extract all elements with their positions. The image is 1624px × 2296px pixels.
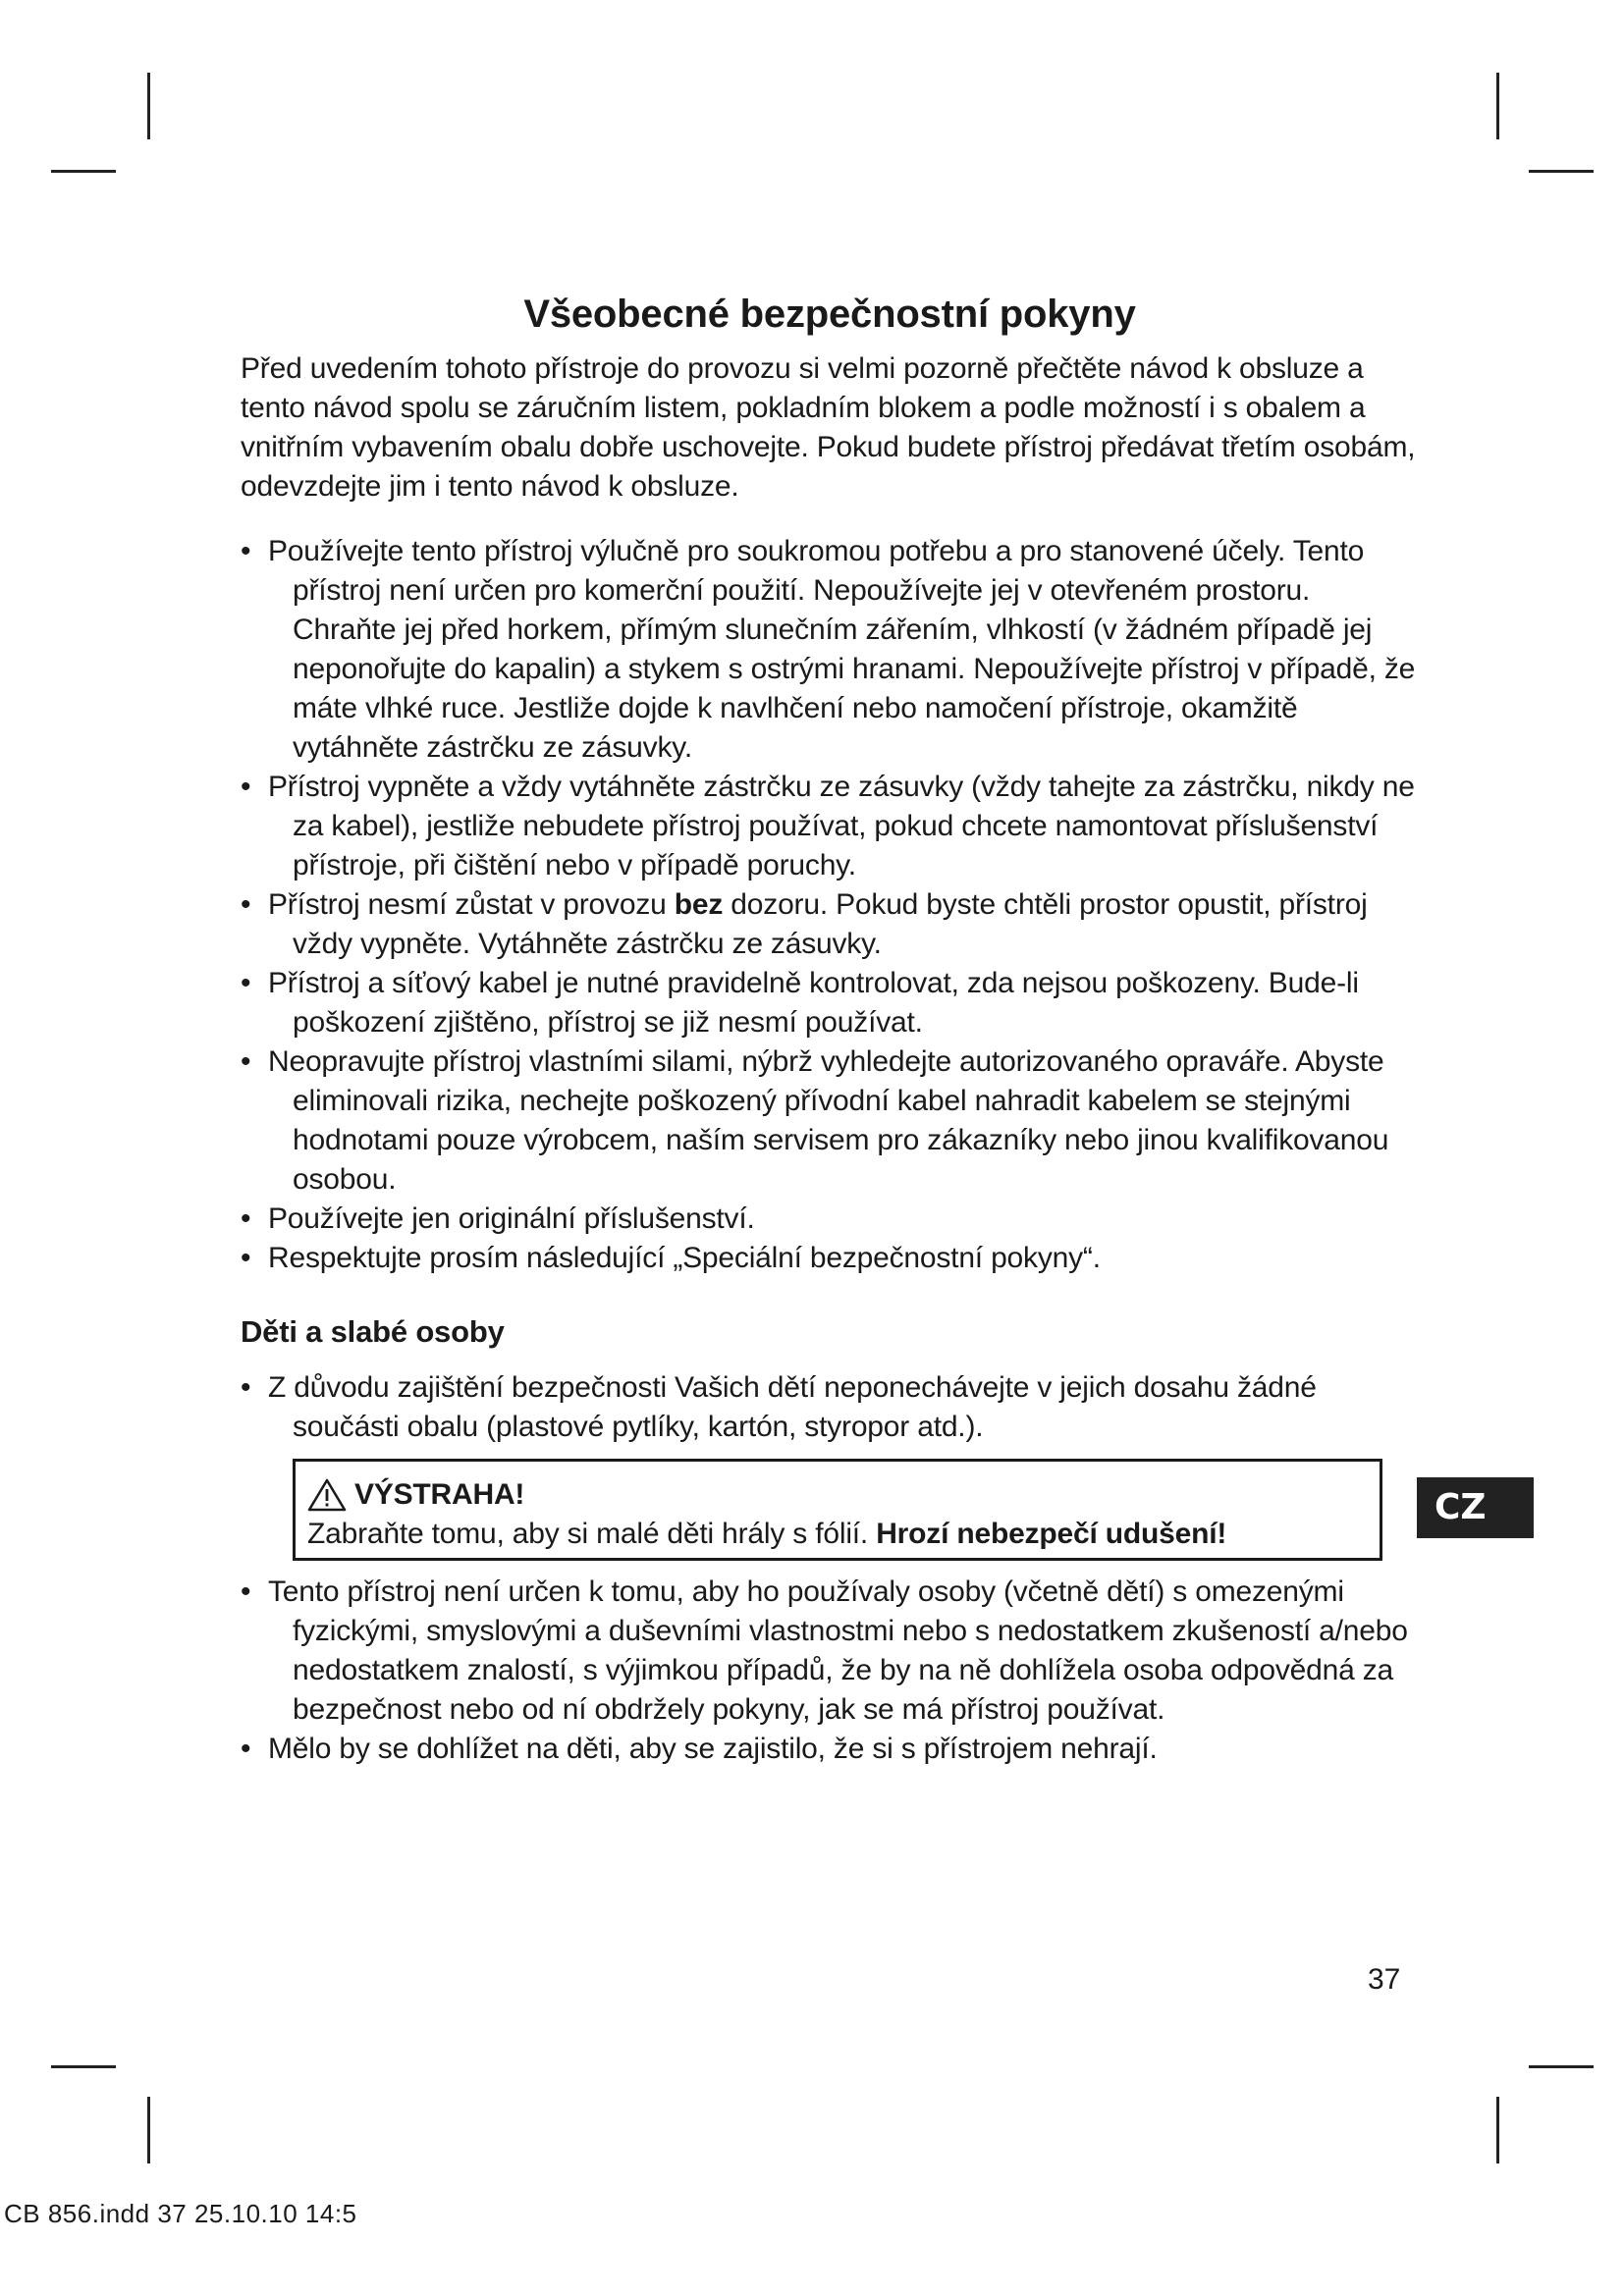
print-footer: CB 856.indd 37 25.10.10 14:5 (4, 2199, 357, 2228)
warning-triangle-icon (307, 1478, 347, 1512)
intro-paragraph: Před uvedením tohoto přístroje do provozu si velmi pozorně přečtěte návod k obsluze a tento návod spolu se záručním listem, pokladním blokem a podle možností i s obalem a vnitřním vybavením obalu dobře uschovejte. Pokud budete přístroj předávat třetím osobám, odevzdejte jim i tento návod k obsluze. (241, 352, 1416, 503)
list-item: • Z důvodu zajištění bezpečnosti Vašich dětí neponechávejte v jejich dosahu žádné součásti obalu (plastové pytlíky, kartón, styropor atd.). (241, 1368, 1419, 1447)
list-item: • Tento přístroj není určen k tomu, aby ho používaly osoby (včetně dětí) s omezenými fyzickými, smyslovými a duševními vlastnostmi nebo s nedostatkem zkušeností a/nebo nedostatkem znalostí, s výjimkou případů, že by na ně dohlížela osoba odpovědná za bezpečnost nebo od ní obdržely pokyny, jak se má přístroj používat. (241, 1573, 1419, 1730)
crop-mark (1496, 73, 1499, 139)
language-tab: CZ (1417, 1477, 1534, 1538)
warning-text (307, 1515, 1370, 1554)
safety-list (241, 532, 1419, 1278)
list-item: • Používejte jen originální příslušenství. (241, 1200, 1419, 1239)
list-item: • Mělo by se dohlížet na děti, aby se zajistilo, že si s přístrojem nehrají. (241, 1730, 1419, 1769)
page-number: 37 (1368, 1963, 1401, 1996)
warning-title (307, 1475, 1370, 1515)
list-item: • Přístroj vypněte a vždy vytáhněte zástrčku ze zásuvky (vždy tahejte za zástrčku, nikdy ne za kabel), jestliže nebudete přístroj používat, pokud chcete namontovat příslušenství přístroje, při čištění nebo v případě poruchy. (241, 768, 1419, 885)
list-item: • Používejte tento přístroj výlučně pro soukromou potřebu a pro stanovené účely. Tento přístroj není určen pro komerční použití. Nepoužívejte jej v otevřeném prostoru. Chraňte jej před horkem, přímým slunečním zářením, vlhkostí (v žádném případě jej neponořujte do kapalin) a stykem s ostrými hranami. Nepoužívejte přístroj v případě, že máte vlhké ruce. Jestliže dojde k navlhčení nebo namočení přístroje, okamžitě vytáhněte zástrčku ze zásuvky. (241, 532, 1419, 768)
list-item (241, 885, 1419, 964)
warning-title-text: VÝSTRAHA! (354, 1478, 525, 1511)
crop-mark (51, 170, 116, 173)
list-item: • Neopravujte přístroj vlastními silami, nýbrž vyhledejte autorizovaného opraváře. Abyste eliminovali rizika, nechejte poškozený přívodní kabel nahradit kabelem se stejnými hodnotami pouze výrobcem, naším servisem pro zákazníky nebo jinou kvalifikovanou osobou. (241, 1042, 1419, 1200)
page-title: Všeobecné bezpečnostní pokyny (523, 293, 1136, 336)
children-list-continued (241, 1573, 1419, 1769)
bold-text: Hrozí nebezpečí udušení! (876, 1518, 1227, 1550)
list-item: • Respektujte prosím následující „Speciální bezpečnostní pokyny“. (241, 1239, 1419, 1278)
crop-mark (1529, 2065, 1594, 2068)
section-heading: Děti a slabé osoby (241, 1314, 505, 1349)
list-item: • Přístroj a síťový kabel je nutné pravidelně kontrolovat, zda nejsou poškozeny. Bude-li poškození zjištěno, přístroj se již nesmí používat. (241, 964, 1419, 1042)
text-segment: Přístroj nesmí zůstat v provozu (268, 888, 675, 921)
children-list (241, 1368, 1419, 1447)
page-content (241, 287, 1419, 1769)
crop-mark (1529, 170, 1594, 173)
crop-mark (51, 2065, 116, 2068)
warning-box (293, 1459, 1382, 1561)
crop-mark (147, 73, 150, 139)
crop-mark (1496, 2097, 1499, 2163)
text-segment: dozoru. Pokud byste chtěli prostor opustit, přístroj vždy vypněte. Vytáhněte zástrčku ze zásuvky. (293, 888, 1368, 960)
text-segment: Zabraňte tomu, aby si malé děti hrály s fólií. (307, 1518, 877, 1550)
bold-text: bez (674, 888, 724, 921)
crop-mark (147, 2097, 150, 2163)
